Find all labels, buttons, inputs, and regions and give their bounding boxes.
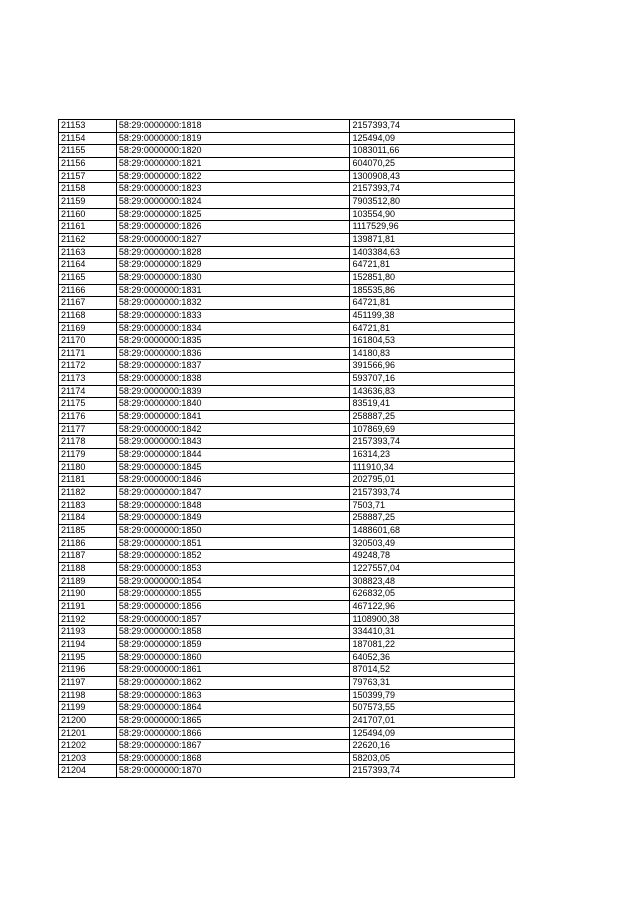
row-number-cell: 21186 xyxy=(59,537,117,550)
cadastral-number-cell: 58:29:0000000:1818 xyxy=(116,120,350,133)
cadastral-number-cell: 58:29:0000000:1867 xyxy=(116,740,350,753)
cadastral-number-cell: 58:29:0000000:1826 xyxy=(116,221,350,234)
row-number-cell: 21158 xyxy=(59,183,117,196)
row-number-cell: 21173 xyxy=(59,373,117,386)
row-number-cell: 21190 xyxy=(59,588,117,601)
value-cell: 143636,83 xyxy=(350,385,515,398)
value-cell: 125494,09 xyxy=(350,132,515,145)
table-row xyxy=(59,651,515,664)
cadastral-number-cell: 58:29:0000000:1834 xyxy=(116,322,350,335)
row-number-cell: 21202 xyxy=(59,740,117,753)
table-row xyxy=(59,385,515,398)
row-number-cell: 21167 xyxy=(59,297,117,310)
table-row xyxy=(59,499,515,512)
table-row xyxy=(59,550,515,563)
value-cell: 150399,79 xyxy=(350,689,515,702)
row-number-cell: 21198 xyxy=(59,689,117,702)
table-row xyxy=(59,575,515,588)
table-row xyxy=(59,765,515,778)
value-cell: 507573,55 xyxy=(350,702,515,715)
value-cell: 604070,25 xyxy=(350,157,515,170)
row-number-cell: 21164 xyxy=(59,259,117,272)
value-cell: 83519,41 xyxy=(350,398,515,411)
row-number-cell: 21174 xyxy=(59,385,117,398)
row-number-cell: 21170 xyxy=(59,335,117,348)
value-cell: 187081,22 xyxy=(350,638,515,651)
table-row xyxy=(59,449,515,462)
row-number-cell: 21196 xyxy=(59,664,117,677)
table-row xyxy=(59,752,515,765)
value-cell: 7903512,80 xyxy=(350,195,515,208)
cadastral-number-cell: 58:29:0000000:1857 xyxy=(116,613,350,626)
value-cell: 64721,81 xyxy=(350,322,515,335)
table-row xyxy=(59,613,515,626)
cadastral-number-cell: 58:29:0000000:1865 xyxy=(116,714,350,727)
row-number-cell: 21160 xyxy=(59,208,117,221)
cadastral-number-cell: 58:29:0000000:1843 xyxy=(116,436,350,449)
cadastral-number-cell: 58:29:0000000:1838 xyxy=(116,373,350,386)
value-cell: 161804,53 xyxy=(350,335,515,348)
value-cell: 16314,23 xyxy=(350,449,515,462)
value-cell: 2157393,74 xyxy=(350,183,515,196)
value-cell: 467122,96 xyxy=(350,600,515,613)
row-number-cell: 21185 xyxy=(59,525,117,538)
row-number-cell: 21168 xyxy=(59,309,117,322)
table-row xyxy=(59,626,515,639)
row-number-cell: 21171 xyxy=(59,347,117,360)
table-row xyxy=(59,246,515,259)
value-cell: 1403384,63 xyxy=(350,246,515,259)
cadastral-number-cell: 58:29:0000000:1829 xyxy=(116,259,350,272)
row-number-cell: 21181 xyxy=(59,474,117,487)
cadastral-number-cell: 58:29:0000000:1842 xyxy=(116,423,350,436)
table-row xyxy=(59,309,515,322)
value-cell: 7503,71 xyxy=(350,499,515,512)
table-row xyxy=(59,676,515,689)
row-number-cell: 21199 xyxy=(59,702,117,715)
cadastral-number-cell: 58:29:0000000:1824 xyxy=(116,195,350,208)
cadastral-number-cell: 58:29:0000000:1844 xyxy=(116,449,350,462)
row-number-cell: 21188 xyxy=(59,562,117,575)
cadastral-number-cell: 58:29:0000000:1852 xyxy=(116,550,350,563)
table-row xyxy=(59,461,515,474)
row-number-cell: 21189 xyxy=(59,575,117,588)
value-cell: 334410,31 xyxy=(350,626,515,639)
row-number-cell: 21166 xyxy=(59,284,117,297)
value-cell: 320503,49 xyxy=(350,537,515,550)
row-number-cell: 21192 xyxy=(59,613,117,626)
cadastral-number-cell: 58:29:0000000:1832 xyxy=(116,297,350,310)
cadastral-number-cell: 58:29:0000000:1858 xyxy=(116,626,350,639)
table-row xyxy=(59,436,515,449)
row-number-cell: 21180 xyxy=(59,461,117,474)
row-number-cell: 21155 xyxy=(59,145,117,158)
table-row xyxy=(59,373,515,386)
cadastral-number-cell: 58:29:0000000:1839 xyxy=(116,385,350,398)
row-number-cell: 21183 xyxy=(59,499,117,512)
table-row xyxy=(59,689,515,702)
table-row xyxy=(59,398,515,411)
table-row xyxy=(59,664,515,677)
table-row xyxy=(59,271,515,284)
table-row xyxy=(59,588,515,601)
cadastral-number-cell: 58:29:0000000:1840 xyxy=(116,398,350,411)
cadastral-number-cell: 58:29:0000000:1828 xyxy=(116,246,350,259)
row-number-cell: 21201 xyxy=(59,727,117,740)
row-number-cell: 21169 xyxy=(59,322,117,335)
cadastral-number-cell: 58:29:0000000:1853 xyxy=(116,562,350,575)
row-number-cell: 21154 xyxy=(59,132,117,145)
table-row xyxy=(59,157,515,170)
cadastral-number-cell: 58:29:0000000:1864 xyxy=(116,702,350,715)
value-cell: 2157393,74 xyxy=(350,487,515,500)
table-row xyxy=(59,423,515,436)
table-row xyxy=(59,297,515,310)
row-number-cell: 21178 xyxy=(59,436,117,449)
value-cell: 1488601,68 xyxy=(350,525,515,538)
cadastral-number-cell: 58:29:0000000:1830 xyxy=(116,271,350,284)
cadastral-number-cell: 58:29:0000000:1862 xyxy=(116,676,350,689)
table-row xyxy=(59,411,515,424)
value-cell: 593707,16 xyxy=(350,373,515,386)
table-row xyxy=(59,740,515,753)
value-cell: 103554,90 xyxy=(350,208,515,221)
row-number-cell: 21200 xyxy=(59,714,117,727)
value-cell: 391566,96 xyxy=(350,360,515,373)
table-row xyxy=(59,145,515,158)
table-row xyxy=(59,487,515,500)
cadastral-number-cell: 58:29:0000000:1849 xyxy=(116,512,350,525)
value-cell: 1300908,43 xyxy=(350,170,515,183)
value-cell: 58203,05 xyxy=(350,752,515,765)
cadastral-number-cell: 58:29:0000000:1863 xyxy=(116,689,350,702)
row-number-cell: 21194 xyxy=(59,638,117,651)
value-cell: 241707,01 xyxy=(350,714,515,727)
value-cell: 1108900,38 xyxy=(350,613,515,626)
table-row xyxy=(59,714,515,727)
row-number-cell: 21159 xyxy=(59,195,117,208)
value-cell: 49248,78 xyxy=(350,550,515,563)
value-cell: 22620,16 xyxy=(350,740,515,753)
table-row xyxy=(59,702,515,715)
value-cell: 111910,34 xyxy=(350,461,515,474)
value-cell: 258887,25 xyxy=(350,512,515,525)
table-row xyxy=(59,284,515,297)
row-number-cell: 21187 xyxy=(59,550,117,563)
table-row xyxy=(59,360,515,373)
table-row xyxy=(59,208,515,221)
row-number-cell: 21191 xyxy=(59,600,117,613)
cadastral-number-cell: 58:29:0000000:1866 xyxy=(116,727,350,740)
value-cell: 107869,69 xyxy=(350,423,515,436)
cadastral-number-cell: 58:29:0000000:1833 xyxy=(116,309,350,322)
row-number-cell: 21172 xyxy=(59,360,117,373)
value-cell: 1083011,66 xyxy=(350,145,515,158)
cadastral-number-cell: 58:29:0000000:1825 xyxy=(116,208,350,221)
value-cell: 451199,38 xyxy=(350,309,515,322)
value-cell: 2157393,74 xyxy=(350,765,515,778)
row-number-cell: 21197 xyxy=(59,676,117,689)
cadastral-number-cell: 58:29:0000000:1846 xyxy=(116,474,350,487)
table-row xyxy=(59,512,515,525)
table-row xyxy=(59,259,515,272)
value-cell: 308823,48 xyxy=(350,575,515,588)
table-row xyxy=(59,132,515,145)
table-row xyxy=(59,600,515,613)
cadastral-number-cell: 58:29:0000000:1823 xyxy=(116,183,350,196)
table-row xyxy=(59,335,515,348)
table-row xyxy=(59,562,515,575)
value-cell: 2157393,74 xyxy=(350,120,515,133)
cadastral-number-cell: 58:29:0000000:1850 xyxy=(116,525,350,538)
cadastral-number-cell: 58:29:0000000:1847 xyxy=(116,487,350,500)
cadastral-number-cell: 58:29:0000000:1855 xyxy=(116,588,350,601)
cadastral-number-cell: 58:29:0000000:1848 xyxy=(116,499,350,512)
data-table xyxy=(58,119,515,778)
row-number-cell: 21161 xyxy=(59,221,117,234)
value-cell: 139871,81 xyxy=(350,233,515,246)
cadastral-number-cell: 58:29:0000000:1861 xyxy=(116,664,350,677)
cadastral-number-cell: 58:29:0000000:1841 xyxy=(116,411,350,424)
row-number-cell: 21179 xyxy=(59,449,117,462)
value-cell: 2157393,74 xyxy=(350,436,515,449)
cadastral-number-cell: 58:29:0000000:1859 xyxy=(116,638,350,651)
row-number-cell: 21175 xyxy=(59,398,117,411)
table-row xyxy=(59,195,515,208)
value-cell: 125494,09 xyxy=(350,727,515,740)
row-number-cell: 21195 xyxy=(59,651,117,664)
row-number-cell: 21184 xyxy=(59,512,117,525)
cadastral-number-cell: 58:29:0000000:1845 xyxy=(116,461,350,474)
cadastral-number-cell: 58:29:0000000:1820 xyxy=(116,145,350,158)
row-number-cell: 21182 xyxy=(59,487,117,500)
table-body xyxy=(59,120,515,778)
row-number-cell: 21193 xyxy=(59,626,117,639)
cadastral-number-cell: 58:29:0000000:1822 xyxy=(116,170,350,183)
row-number-cell: 21177 xyxy=(59,423,117,436)
table-row xyxy=(59,347,515,360)
table-row xyxy=(59,537,515,550)
row-number-cell: 21153 xyxy=(59,120,117,133)
row-number-cell: 21163 xyxy=(59,246,117,259)
value-cell: 87014,52 xyxy=(350,664,515,677)
value-cell: 14180,83 xyxy=(350,347,515,360)
value-cell: 626832,05 xyxy=(350,588,515,601)
row-number-cell: 21156 xyxy=(59,157,117,170)
value-cell: 79763,31 xyxy=(350,676,515,689)
cadastral-number-cell: 58:29:0000000:1837 xyxy=(116,360,350,373)
row-number-cell: 21157 xyxy=(59,170,117,183)
cadastral-number-cell: 58:29:0000000:1870 xyxy=(116,765,350,778)
row-number-cell: 21176 xyxy=(59,411,117,424)
value-cell: 1117529,96 xyxy=(350,221,515,234)
cadastral-number-cell: 58:29:0000000:1851 xyxy=(116,537,350,550)
table-row xyxy=(59,120,515,133)
value-cell: 64052,36 xyxy=(350,651,515,664)
value-cell: 152851,80 xyxy=(350,271,515,284)
cadastral-number-cell: 58:29:0000000:1827 xyxy=(116,233,350,246)
value-cell: 64721,81 xyxy=(350,297,515,310)
table-row xyxy=(59,727,515,740)
cadastral-number-cell: 58:29:0000000:1821 xyxy=(116,157,350,170)
value-cell: 185535,86 xyxy=(350,284,515,297)
cadastral-number-cell: 58:29:0000000:1856 xyxy=(116,600,350,613)
value-cell: 64721,81 xyxy=(350,259,515,272)
table-row xyxy=(59,322,515,335)
table-row xyxy=(59,525,515,538)
table-row xyxy=(59,474,515,487)
cadastral-number-cell: 58:29:0000000:1860 xyxy=(116,651,350,664)
row-number-cell: 21162 xyxy=(59,233,117,246)
row-number-cell: 21165 xyxy=(59,271,117,284)
value-cell: 202795,01 xyxy=(350,474,515,487)
cadastral-number-cell: 58:29:0000000:1831 xyxy=(116,284,350,297)
table-row xyxy=(59,221,515,234)
cadastral-number-cell: 58:29:0000000:1836 xyxy=(116,347,350,360)
value-cell: 258887,25 xyxy=(350,411,515,424)
table-row xyxy=(59,233,515,246)
table-row xyxy=(59,183,515,196)
cadastral-number-cell: 58:29:0000000:1868 xyxy=(116,752,350,765)
row-number-cell: 21203 xyxy=(59,752,117,765)
table-row xyxy=(59,638,515,651)
cadastral-number-cell: 58:29:0000000:1819 xyxy=(116,132,350,145)
row-number-cell: 21204 xyxy=(59,765,117,778)
value-cell: 1227557,04 xyxy=(350,562,515,575)
cadastral-number-cell: 58:29:0000000:1835 xyxy=(116,335,350,348)
table-row xyxy=(59,170,515,183)
cadastral-number-cell: 58:29:0000000:1854 xyxy=(116,575,350,588)
